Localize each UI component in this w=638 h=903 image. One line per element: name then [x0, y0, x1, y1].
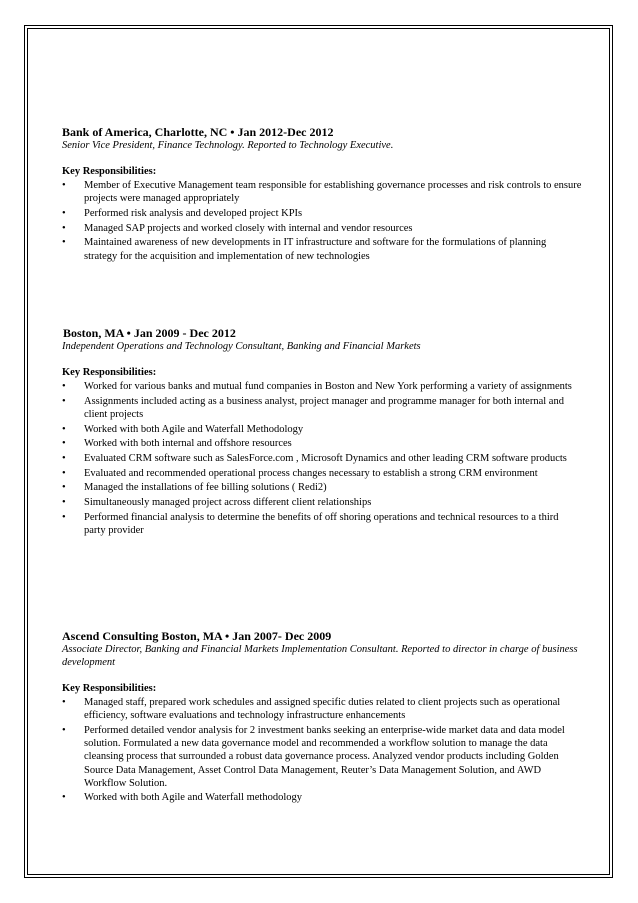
- list-item-text: Performed financial analysis to determine the benefits of off shoring operations and technical resources to a third party provider: [84, 511, 559, 537]
- list-item-text: Worked with both Agile and Waterfall methodology: [84, 792, 302, 804]
- job-heading: Ascend Consulting Boston, MA • Jan 2007- Dec 2009: [62, 629, 332, 643]
- bullet-icon: •: [62, 222, 66, 234]
- list-item-text: Simultaneously managed project across different client relationships: [84, 497, 372, 509]
- bullet-icon: •: [62, 497, 66, 509]
- bullet-icon: •: [62, 482, 66, 494]
- list-item: [62, 179, 582, 205]
- job-section-bank-of-america: [62, 125, 582, 264]
- bullet-icon: •: [62, 697, 66, 708]
- list-item: [62, 791, 582, 804]
- list-item-text: Assignments included acting as a business analyst, project manager and programme manager for both internal and client projects: [84, 395, 564, 420]
- responsibilities-heading: Key Responsibilities:: [62, 367, 157, 378]
- list-item-text: Member of Executive Management team responsible for establishing governance processes and risk controls to ensure projects were managed appropriately: [84, 180, 582, 205]
- list-item: [62, 236, 582, 262]
- job-title: Associate Director, Banking and Financial Markets Implementation Consultant. Reported to director in charge of business development: [62, 644, 578, 668]
- responsibilities-heading: Key Responsibilities:: [62, 683, 157, 694]
- list-item: [62, 395, 582, 421]
- list-item-text: Performed risk analysis and developed project KPIs: [84, 207, 303, 219]
- bullet-icon: •: [62, 467, 66, 479]
- list-item-text: Evaluated CRM software such as SalesForce.com , Microsoft Dynamics and other leading CRM software products: [84, 453, 567, 465]
- list-item-text: Evaluated and recommended operational process changes necessary to establish a strong CRM environment: [84, 467, 538, 479]
- list-item: [62, 380, 582, 393]
- bullet-icon: •: [62, 438, 66, 450]
- list-item-text: Maintained awareness of new developments in IT infrastructure and software for the formulations of planning strategy for the acquisition and implementation of new technologies: [84, 237, 547, 262]
- bullet-icon: •: [62, 237, 66, 249]
- list-item: [62, 452, 582, 465]
- job-heading: Boston, MA • Jan 2009 - Dec 2012: [63, 326, 236, 340]
- responsibilities-list: [62, 696, 582, 805]
- job-section-ascend-consulting: [62, 629, 582, 806]
- bullet-icon: •: [62, 395, 66, 407]
- list-item: [62, 423, 582, 436]
- job-section-boston-independent: [62, 326, 582, 539]
- list-item: [62, 511, 582, 537]
- list-item: [62, 496, 582, 509]
- list-item: [62, 724, 582, 790]
- list-item: [62, 696, 582, 722]
- list-item: [62, 467, 582, 480]
- list-item: [62, 207, 582, 220]
- job-title: Independent Operations and Technology Consultant, Banking and Financial Markets: [62, 341, 421, 352]
- bullet-icon: •: [62, 423, 66, 435]
- bullet-icon: •: [62, 381, 66, 392]
- list-item: [62, 481, 582, 494]
- responsibilities-list: [62, 179, 582, 263]
- list-item: [62, 437, 582, 450]
- bullet-icon: •: [62, 453, 66, 465]
- bullet-icon: •: [62, 724, 66, 736]
- bullet-icon: •: [62, 792, 66, 804]
- responsibilities-list: [62, 380, 582, 537]
- list-item-text: Managed the installations of fee billing solutions ( Redi2): [84, 482, 327, 494]
- responsibilities-heading: Key Responsibilities:: [62, 166, 157, 177]
- list-item-text: Worked with both internal and offshore resources: [84, 438, 292, 450]
- job-heading: Bank of America, Charlotte, NC • Jan 2012-Dec 2012: [62, 125, 334, 139]
- list-item-text: Managed SAP projects and worked closely with internal and vendor resources: [84, 222, 413, 234]
- job-title: Senior Vice President, Finance Technology. Reported to Technology Executive.: [62, 140, 394, 151]
- list-item-text: Managed staff, prepared work schedules and assigned specific duties related to client projects such as operational efficiency, software evaluations and technology infrastructure enhancements: [84, 697, 561, 722]
- bullet-icon: •: [62, 180, 66, 191]
- list-item-text: Worked for various banks and mutual fund companies in Boston and New York performing a variety of assignments: [84, 381, 572, 392]
- list-item-text: Worked with both Agile and Waterfall Methodology: [84, 423, 304, 435]
- bullet-icon: •: [62, 207, 66, 219]
- list-item-text: Performed detailed vendor analysis for 2 investment banks seeking an enterprise-wide market data and data model solution. Formulated a new data governance model and recommended a workflow solution to manage the data cleansing process that surrounded a robust data governance process. Analyzed vendor products including Golden Source Data Management, Asset Control Data Management, Reuter’s Data Management Solution, and AWD Workflow Solution.: [84, 724, 565, 789]
- list-item: [62, 222, 582, 235]
- bullet-icon: •: [62, 511, 66, 523]
